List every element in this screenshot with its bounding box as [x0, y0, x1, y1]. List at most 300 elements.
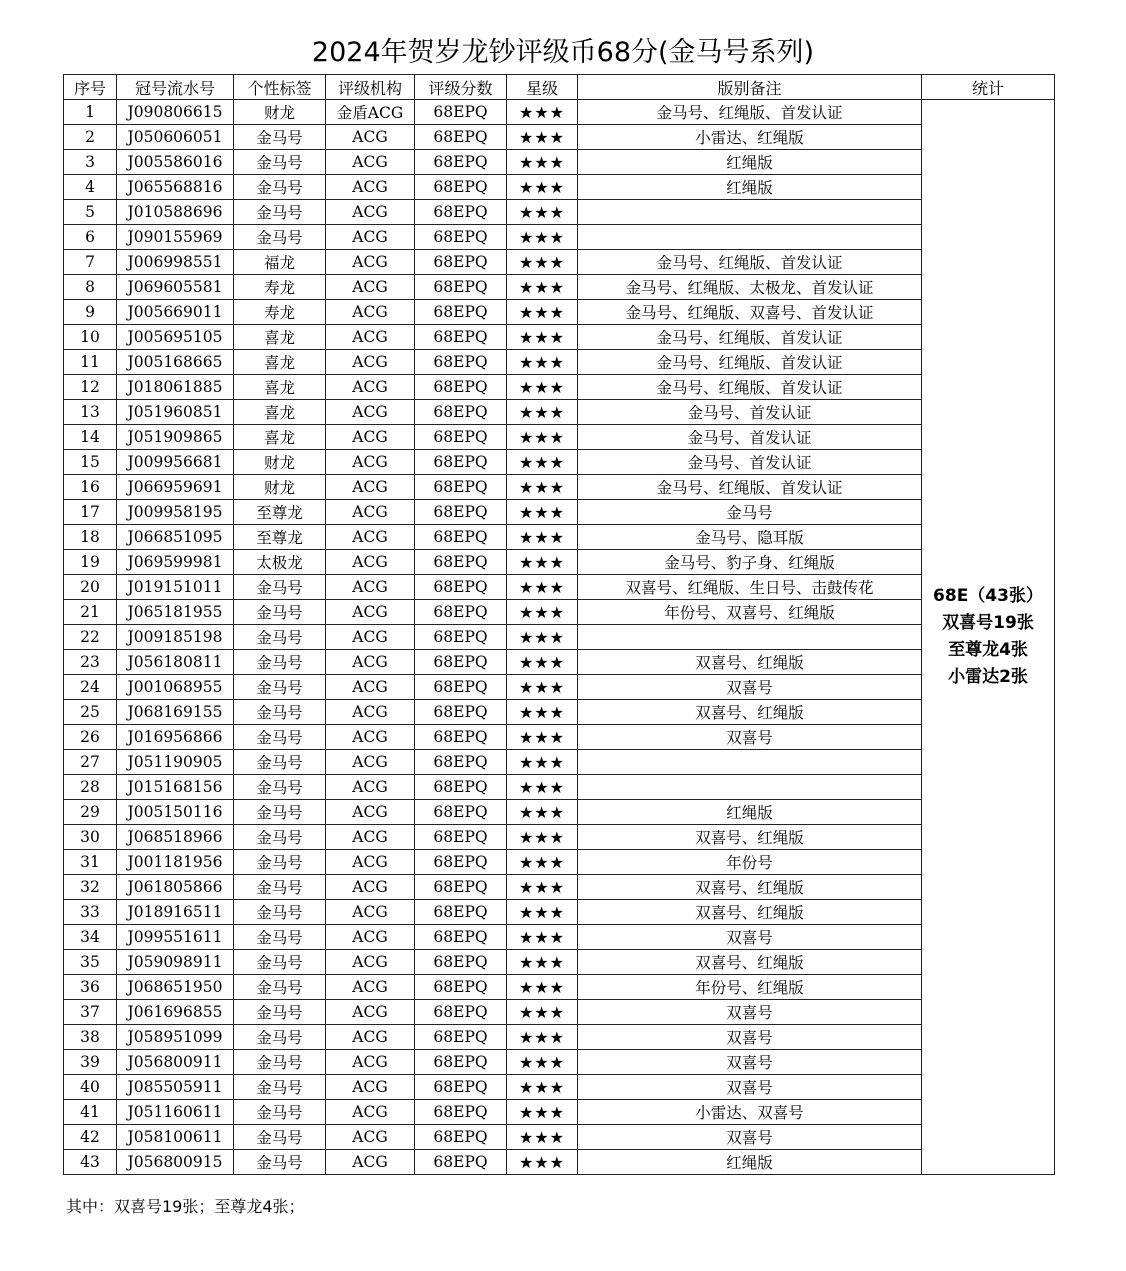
cell-label: 金马号 [234, 125, 326, 150]
cell-agency: ACG [326, 850, 415, 875]
cell-score: 68EPQ [415, 425, 507, 450]
cell-stars: ★★★ [507, 150, 578, 175]
cell-label: 金马号 [234, 1075, 326, 1100]
header-serial: 冠号流水号 [117, 75, 234, 100]
cell-serial: J066959691 [117, 475, 234, 500]
cell-serial: J066851095 [117, 525, 234, 550]
cell-score: 68EPQ [415, 950, 507, 975]
cell-stars: ★★★ [507, 850, 578, 875]
cell-score: 68EPQ [415, 850, 507, 875]
cell-notes: 双喜号 [578, 1025, 922, 1050]
cell-stars: ★★★ [507, 925, 578, 950]
cell-label: 金马号 [234, 775, 326, 800]
cell-notes: 年份号 [578, 850, 922, 875]
cell-stars: ★★★ [507, 575, 578, 600]
cell-label: 财龙 [234, 475, 326, 500]
table-row [64, 625, 1055, 650]
cell-stars: ★★★ [507, 175, 578, 200]
stats-line: 小雷达2张 [948, 667, 1028, 687]
cell-score: 68EPQ [415, 375, 507, 400]
cell-agency: ACG [326, 375, 415, 400]
cell-index: 13 [64, 400, 117, 425]
cell-score: 68EPQ [415, 625, 507, 650]
cell-agency: ACG [326, 500, 415, 525]
cell-serial: J090806615 [117, 100, 234, 125]
cell-index: 38 [64, 1025, 117, 1050]
cell-index: 4 [64, 175, 117, 200]
table-row [64, 775, 1055, 800]
cell-agency: ACG [326, 875, 415, 900]
cell-notes: 小雷达、双喜号 [578, 1100, 922, 1125]
cell-score: 68EPQ [415, 175, 507, 200]
cell-index: 27 [64, 750, 117, 775]
cell-notes: 金马号、红绳版、首发认证 [578, 475, 922, 500]
cell-index: 14 [64, 425, 117, 450]
cell-agency: ACG [326, 925, 415, 950]
cell-index: 35 [64, 950, 117, 975]
cell-index: 24 [64, 675, 117, 700]
cell-index: 15 [64, 450, 117, 475]
cell-notes: 金马号、首发认证 [578, 400, 922, 425]
cell-notes: 双喜号 [578, 1000, 922, 1025]
cell-agency: ACG [326, 175, 415, 200]
cell-agency: ACG [326, 1025, 415, 1050]
cell-agency: ACG [326, 1100, 415, 1125]
cell-serial: J018916511 [117, 900, 234, 925]
cell-notes: 金马号、红绳版、首发认证 [578, 350, 922, 375]
cell-label: 喜龙 [234, 425, 326, 450]
cell-agency: ACG [326, 125, 415, 150]
cell-index: 33 [64, 900, 117, 925]
cell-notes [578, 625, 922, 650]
cell-score: 68EPQ [415, 1125, 507, 1150]
cell-score: 68EPQ [415, 225, 507, 250]
table-row [64, 975, 1055, 1000]
cell-serial: J056800915 [117, 1150, 234, 1175]
cell-label: 金马号 [234, 725, 326, 750]
table-row [64, 1100, 1055, 1125]
cell-stars: ★★★ [507, 1150, 578, 1175]
table-row [64, 1050, 1055, 1075]
stats-cell [922, 100, 1055, 1175]
cell-serial: J006998551 [117, 250, 234, 275]
cell-label: 寿龙 [234, 300, 326, 325]
cell-score: 68EPQ [415, 675, 507, 700]
cell-score: 68EPQ [415, 775, 507, 800]
cell-index: 8 [64, 275, 117, 300]
cell-label: 金马号 [234, 700, 326, 725]
cell-serial: J069605581 [117, 275, 234, 300]
cell-score: 68EPQ [415, 1025, 507, 1050]
cell-index: 41 [64, 1100, 117, 1125]
cell-label: 喜龙 [234, 375, 326, 400]
cell-score: 68EPQ [415, 500, 507, 525]
cell-score: 68EPQ [415, 900, 507, 925]
table-row [64, 875, 1055, 900]
cell-label: 金马号 [234, 150, 326, 175]
table-row [64, 475, 1055, 500]
table-row [64, 225, 1055, 250]
cell-notes: 双喜号、红绳版 [578, 825, 922, 850]
cell-stars: ★★★ [507, 675, 578, 700]
cell-stars: ★★★ [507, 700, 578, 725]
cell-score: 68EPQ [415, 300, 507, 325]
cell-notes: 金马号、首发认证 [578, 425, 922, 450]
cell-serial: J005695105 [117, 325, 234, 350]
cell-agency: ACG [326, 625, 415, 650]
cell-serial: J051160611 [117, 1100, 234, 1125]
table-row [64, 750, 1055, 775]
cell-index: 12 [64, 375, 117, 400]
cell-label: 金马号 [234, 900, 326, 925]
table-row [64, 525, 1055, 550]
cell-agency: ACG [326, 750, 415, 775]
cell-agency: ACG [326, 800, 415, 825]
cell-label: 金马号 [234, 600, 326, 625]
cell-notes: 双喜号 [578, 675, 922, 700]
cell-stars: ★★★ [507, 1000, 578, 1025]
cell-notes: 双喜号、红绳版 [578, 950, 922, 975]
cell-agency: ACG [326, 450, 415, 475]
table-row [64, 825, 1055, 850]
cell-index: 11 [64, 350, 117, 375]
cell-label: 金马号 [234, 875, 326, 900]
cell-stars: ★★★ [507, 300, 578, 325]
cell-serial: J051909865 [117, 425, 234, 450]
cell-notes: 双喜号 [578, 725, 922, 750]
cell-notes: 金马号、红绳版、首发认证 [578, 375, 922, 400]
cell-notes: 双喜号 [578, 1050, 922, 1075]
cell-score: 68EPQ [415, 525, 507, 550]
cell-notes: 小雷达、红绳版 [578, 125, 922, 150]
cell-notes [578, 775, 922, 800]
cell-label: 金马号 [234, 175, 326, 200]
cell-index: 43 [64, 1150, 117, 1175]
grading-table [63, 74, 1055, 1175]
cell-notes: 金马号、红绳版、太极龙、首发认证 [578, 275, 922, 300]
cell-stars: ★★★ [507, 125, 578, 150]
stats-line: 68E（43张） [933, 586, 1043, 606]
cell-label: 财龙 [234, 450, 326, 475]
cell-notes [578, 750, 922, 775]
table-row [64, 400, 1055, 425]
cell-score: 68EPQ [415, 400, 507, 425]
cell-score: 68EPQ [415, 150, 507, 175]
cell-agency: ACG [326, 825, 415, 850]
cell-agency: ACG [326, 525, 415, 550]
header-index: 序号 [64, 75, 117, 100]
cell-label: 金马号 [234, 675, 326, 700]
table-row [64, 600, 1055, 625]
cell-serial: J001068955 [117, 675, 234, 700]
cell-serial: J058100611 [117, 1125, 234, 1150]
cell-serial: J005586016 [117, 150, 234, 175]
cell-stars: ★★★ [507, 250, 578, 275]
cell-index: 29 [64, 800, 117, 825]
table-row [64, 1075, 1055, 1100]
cell-agency: ACG [326, 725, 415, 750]
table-row [64, 1000, 1055, 1025]
cell-serial: J065181955 [117, 600, 234, 625]
cell-label: 喜龙 [234, 400, 326, 425]
cell-serial: J061805866 [117, 875, 234, 900]
cell-stars: ★★★ [507, 825, 578, 850]
table-row [64, 175, 1055, 200]
cell-serial: J099551611 [117, 925, 234, 950]
cell-index: 40 [64, 1075, 117, 1100]
cell-serial: J005150116 [117, 800, 234, 825]
cell-notes: 金马号、红绳版、首发认证 [578, 325, 922, 350]
table-row [64, 675, 1055, 700]
cell-agency: ACG [326, 425, 415, 450]
header-stats: 统计 [922, 75, 1055, 100]
cell-label: 喜龙 [234, 325, 326, 350]
cell-stars: ★★★ [507, 275, 578, 300]
table-row [64, 500, 1055, 525]
header-row [64, 75, 1055, 100]
cell-notes: 金马号、红绳版、双喜号、首发认证 [578, 300, 922, 325]
cell-score: 68EPQ [415, 1100, 507, 1125]
cell-agency: ACG [326, 1000, 415, 1025]
cell-serial: J068169155 [117, 700, 234, 725]
cell-agency: ACG [326, 675, 415, 700]
cell-index: 21 [64, 600, 117, 625]
cell-serial: J058951099 [117, 1025, 234, 1050]
cell-label: 金马号 [234, 850, 326, 875]
cell-stars: ★★★ [507, 600, 578, 625]
table-row [64, 200, 1055, 225]
cell-score: 68EPQ [415, 250, 507, 275]
cell-stars: ★★★ [507, 225, 578, 250]
cell-stars: ★★★ [507, 1075, 578, 1100]
cell-agency: ACG [326, 475, 415, 500]
cell-index: 20 [64, 575, 117, 600]
cell-notes: 红绳版 [578, 175, 922, 200]
cell-score: 68EPQ [415, 325, 507, 350]
header-notes: 版别备注 [578, 75, 922, 100]
cell-serial: J001181956 [117, 850, 234, 875]
cell-stars: ★★★ [507, 400, 578, 425]
cell-serial: J010588696 [117, 200, 234, 225]
cell-label: 寿龙 [234, 275, 326, 300]
cell-agency: ACG [326, 950, 415, 975]
table-row [64, 325, 1055, 350]
cell-score: 68EPQ [415, 100, 507, 125]
cell-label: 金马号 [234, 200, 326, 225]
cell-agency: ACG [326, 1050, 415, 1075]
cell-score: 68EPQ [415, 700, 507, 725]
cell-notes: 红绳版 [578, 800, 922, 825]
table-row [64, 950, 1055, 975]
cell-serial: J056180811 [117, 650, 234, 675]
cell-stars: ★★★ [507, 525, 578, 550]
table-row [64, 925, 1055, 950]
cell-label: 至尊龙 [234, 500, 326, 525]
cell-score: 68EPQ [415, 750, 507, 775]
cell-stars: ★★★ [507, 200, 578, 225]
cell-index: 6 [64, 225, 117, 250]
cell-stars: ★★★ [507, 875, 578, 900]
table-row [64, 900, 1055, 925]
cell-notes: 金马号、首发认证 [578, 450, 922, 475]
footer-summary: 其中：双喜号19张；至尊龙4张； [66, 1197, 305, 1216]
cell-notes: 双喜号、红绳版 [578, 650, 922, 675]
table-row [64, 1125, 1055, 1150]
cell-score: 68EPQ [415, 275, 507, 300]
cell-label: 金马号 [234, 1125, 326, 1150]
table-row [64, 375, 1055, 400]
table-row [64, 150, 1055, 175]
cell-score: 68EPQ [415, 975, 507, 1000]
table-row [64, 700, 1055, 725]
cell-score: 68EPQ [415, 650, 507, 675]
cell-notes: 双喜号 [578, 925, 922, 950]
cell-score: 68EPQ [415, 925, 507, 950]
cell-stars: ★★★ [507, 900, 578, 925]
table-row [64, 550, 1055, 575]
cell-agency: ACG [326, 975, 415, 1000]
cell-agency: ACG [326, 225, 415, 250]
table-row [64, 850, 1055, 875]
cell-notes: 金马号、豹子身、红绳版 [578, 550, 922, 575]
cell-index: 3 [64, 150, 117, 175]
cell-index: 34 [64, 925, 117, 950]
cell-stars: ★★★ [507, 975, 578, 1000]
cell-label: 金马号 [234, 800, 326, 825]
cell-serial: J050606051 [117, 125, 234, 150]
table-body [64, 100, 1055, 1175]
cell-score: 68EPQ [415, 600, 507, 625]
cell-index: 5 [64, 200, 117, 225]
cell-serial: J061696855 [117, 1000, 234, 1025]
cell-notes: 年份号、红绳版 [578, 975, 922, 1000]
cell-agency: ACG [326, 550, 415, 575]
cell-stars: ★★★ [507, 1100, 578, 1125]
cell-index: 22 [64, 625, 117, 650]
cell-notes: 年份号、双喜号、红绳版 [578, 600, 922, 625]
cell-stars: ★★★ [507, 325, 578, 350]
cell-score: 68EPQ [415, 350, 507, 375]
cell-stars: ★★★ [507, 450, 578, 475]
cell-score: 68EPQ [415, 800, 507, 825]
cell-agency: ACG [326, 575, 415, 600]
header-agency: 评级机构 [326, 75, 415, 100]
cell-agency: 金盾ACG [326, 100, 415, 125]
cell-notes: 金马号、红绳版、首发认证 [578, 250, 922, 275]
cell-stars: ★★★ [507, 1025, 578, 1050]
cell-agency: ACG [326, 775, 415, 800]
table-row [64, 1150, 1055, 1175]
cell-index: 7 [64, 250, 117, 275]
cell-label: 金马号 [234, 575, 326, 600]
cell-index: 37 [64, 1000, 117, 1025]
cell-index: 17 [64, 500, 117, 525]
cell-stars: ★★★ [507, 475, 578, 500]
cell-agency: ACG [326, 700, 415, 725]
cell-stars: ★★★ [507, 650, 578, 675]
cell-label: 金马号 [234, 825, 326, 850]
cell-stars: ★★★ [507, 775, 578, 800]
cell-score: 68EPQ [415, 550, 507, 575]
cell-score: 68EPQ [415, 725, 507, 750]
cell-serial: J056800911 [117, 1050, 234, 1075]
cell-agency: ACG [326, 1150, 415, 1175]
cell-serial: J051190905 [117, 750, 234, 775]
cell-index: 39 [64, 1050, 117, 1075]
cell-score: 68EPQ [415, 575, 507, 600]
cell-stars: ★★★ [507, 725, 578, 750]
cell-serial: J069599981 [117, 550, 234, 575]
table-row [64, 275, 1055, 300]
cell-index: 36 [64, 975, 117, 1000]
cell-index: 9 [64, 300, 117, 325]
cell-agency: ACG [326, 650, 415, 675]
page-title: 2024年贺岁龙钞评级币68分(金马号系列) [311, 37, 815, 68]
cell-serial: J016956866 [117, 725, 234, 750]
cell-score: 68EPQ [415, 200, 507, 225]
table-row [64, 1025, 1055, 1050]
table-row [64, 425, 1055, 450]
cell-serial: J005669011 [117, 300, 234, 325]
cell-notes: 双喜号 [578, 1075, 922, 1100]
cell-notes: 红绳版 [578, 1150, 922, 1175]
table-row [64, 650, 1055, 675]
cell-serial: J018061885 [117, 375, 234, 400]
cell-serial: J059098911 [117, 950, 234, 975]
cell-serial: J068518966 [117, 825, 234, 850]
cell-label: 金马号 [234, 1100, 326, 1125]
cell-label: 金马号 [234, 1025, 326, 1050]
cell-serial: J068651950 [117, 975, 234, 1000]
table-row [64, 300, 1055, 325]
cell-score: 68EPQ [415, 825, 507, 850]
table-row [64, 100, 1055, 125]
cell-label: 财龙 [234, 100, 326, 125]
header-stars: 星级 [507, 75, 578, 100]
cell-serial: J090155969 [117, 225, 234, 250]
cell-label: 金马号 [234, 225, 326, 250]
cell-notes: 金马号、红绳版、首发认证 [578, 100, 922, 125]
cell-index: 26 [64, 725, 117, 750]
cell-serial: J009956681 [117, 450, 234, 475]
table-row [64, 575, 1055, 600]
cell-label: 至尊龙 [234, 525, 326, 550]
cell-serial: J019151011 [117, 575, 234, 600]
cell-notes: 金马号、隐耳版 [578, 525, 922, 550]
table-row [64, 250, 1055, 275]
cell-notes: 金马号 [578, 500, 922, 525]
cell-stars: ★★★ [507, 425, 578, 450]
cell-score: 68EPQ [415, 1000, 507, 1025]
cell-label: 金马号 [234, 1150, 326, 1175]
cell-score: 68EPQ [415, 1150, 507, 1175]
cell-label: 金马号 [234, 1050, 326, 1075]
cell-index: 19 [64, 550, 117, 575]
cell-notes: 红绳版 [578, 150, 922, 175]
cell-notes: 双喜号、红绳版 [578, 700, 922, 725]
cell-stars: ★★★ [507, 625, 578, 650]
cell-index: 23 [64, 650, 117, 675]
cell-index: 25 [64, 700, 117, 725]
cell-index: 28 [64, 775, 117, 800]
cell-stars: ★★★ [507, 375, 578, 400]
cell-label: 金马号 [234, 650, 326, 675]
cell-agency: ACG [326, 1075, 415, 1100]
cell-notes: 双喜号、红绳版 [578, 900, 922, 925]
cell-agency: ACG [326, 1125, 415, 1150]
cell-stars: ★★★ [507, 100, 578, 125]
cell-label: 金马号 [234, 950, 326, 975]
